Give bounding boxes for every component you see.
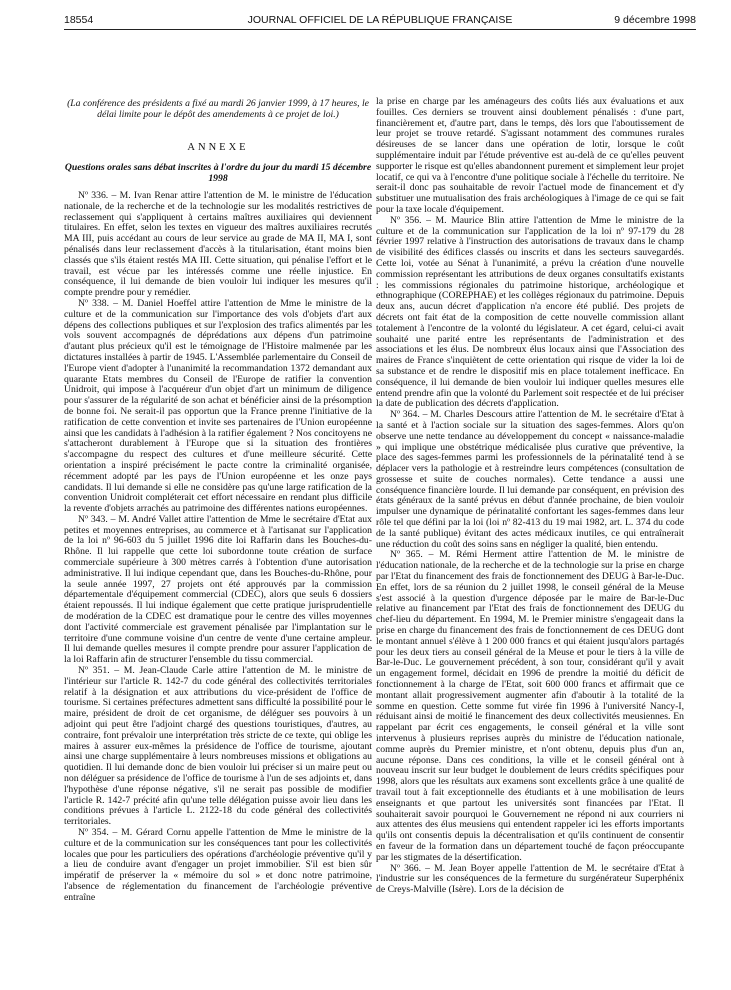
question-366: Nº 366. – M. Jean Boyer appelle l'attention de M. le secrétaire d'Etat à l'industrie sur les conséquences de la fermeture du surgénérateur Superphénix de Creys-Malville (Isère). Lors de la décision de bbox=[376, 862, 684, 896]
question-338: Nº 338. – M. Daniel Hoeffel attire l'attention de Mme le ministre de la culture et de la communication sur l'importance des vols d'objets d'art aux dépens des collections publiques et sur l'explosion des trafics alimentés par les vols souvent accompagnés de déprédations aux dépens d'un patrimoine d'autant plus précieux qu'il est le témoignage de l'Histoire malmenée par les dictatures installées à partir de 1945. L'Assemblée parlementaire du Conseil de l'Europe vient d'adopter à l'unanimité la recommandation 1372 demandant aux quarante Etats membres du Conseil de l'Europe de ratifier la convention Unidroit, qui impose à l'acquéreur d'un objet d'art un minimum de diligence pour s'assurer de la régularité de son achat et bénéficier ainsi de la présomption de bonne foi. Ne serait-il pas opportun que la France prenne l'initiative de la ratification de cette convention et invite ses partenaires de l'Union européenne ainsi que les candidats à l'adhésion à la ratifier également ? Nos concitoyens ne s'attacheront durablement à l'Europe que si la situation des frontières s'accompagne du respect des cultures et d'une meilleure sécurité. Cette orientation a inspiré précisément le pacte contre la criminalité organisée, récemment adopté par les pays de l'Union européenne et les onze pays candidats. Il lui demande si elle ne considère pas qu'une large ratification de la convention Unidroit compléterait cet effort nécessaire en rendant plus difficile la revente d'objets arrachés au patrimoine des différentes nations européennes. bbox=[64, 297, 372, 515]
section-subtitle: Questions orales sans débat inscrites à l'ordre du jour du mardi 15 décembre 1998 bbox=[64, 162, 372, 185]
question-354: Nº 354. – M. Gérard Cornu appelle l'attention de Mme le ministre de la culture et de la communication sur les conséquences tant pour les collectivités locales que pour les particuliers des opérations d'archéologie préventive qu'il y a lieu de conduire avant d'engager un projet immobilier. S'il est bien sûr impératif de préserver la « mémoire du sol » et donc notre patrimoine, l'absence de réglementation du financement de l'archéologie préventive entraîne bbox=[64, 827, 372, 903]
question-351: Nº 351. – M. Jean-Claude Carle attire l'attention de M. le ministre de l'intérieur sur l'article R. 142-7 du code général des collectivités territoriales relatif à la désignation et aux attributions du vice-président de l'office de tourisme. Si certaines préfectures admettent sans difficulté la possibilité pour le maire, président de droit de cet organisme, de déléguer ses pouvoirs à un adjoint qui peut être l'adjoint chargé des questions touristiques, d'autres, au contraire, font prévaloir une interprétation très stricte de ce texte, qui oblige les maires à assurer eux-mêmes la présidence de l'office de tourisme, ajoutant ainsi une charge supplémentaire à leurs nombreuses missions et obligations au quotidien. Il lui demande donc de bien vouloir lui préciser si un maire peut ou non déléguer sa présidence de l'office de tourisme à l'un de ses adjoints et, dans l'hypothèse d'une réponse négative, s'il ne serait pas possible de modifier l'article R. 142-7 précité afin qu'une telle délégation puisse avoir lieu dans les conditions prévues à l'article L. 2122-18 du code général des collectivités territoriales. bbox=[64, 665, 372, 828]
page-number: 18554 bbox=[64, 14, 94, 26]
intro-note: (La conférence des présidents a fixé au mardi 26 janvier 1999, à 17 heures, le délai limite pour le dépôt des amendements à ce projet de loi.) bbox=[67, 98, 369, 120]
left-column bbox=[64, 99, 372, 904]
question-365: Nº 365. – M. Rémi Herment attire l'attention de M. le ministre de l'éducation nationale, de la recherche et de la technologie sur la prise en charge par l'Etat du financement des frais de fonctionnement des DEUG à Bar-le-Duc. En effet, lors de sa réunion du 2 juillet 1998, le conseil général de la Meuse s'est associé à la question d'urgence déposée par le maire de Bar-le-Duc relative au financement par l'Etat des frais de fonctionnement des DEUG du chef-lieu du département. En 1994, M. le Premier ministre s'engageait dans la prise en charge du financement des frais de fonctionnement de ces DEUG dont le montant annuel s'élève à 1 200 000 francs et qui étaient jusqu'alors partagés pour les deux tiers au conseil général de la Meuse et pour le tiers à la ville de Bar-le-Duc. Le gouvernement précédent, à son tour, considérant qu'il y avait un engagement formel, décidait en 1996 de prendre la moitié du déficit de fonctionnement à la charge de l'Etat, soit 600 000 francs et affirmait que ce montant allait progressivement augmenter afin d'aboutir à la totalité de la somme en question. Cette somme fut virée fin 1996 à l'université Nancy-I, réduisant ainsi de moitié le financement des deux collectivités meusiennes. En rappelant par écrit ces engagements, le conseil général et la ville sont intervenus à plusieurs reprises auprès du ministre de l'éducation nationale, comme auprès du Premier ministre, et n'ont obtenu, depuis plus d'un an, aucune réponse. Dans ces conditions, la ville et le conseil général ont à nouveau inscrit sur leur budget le doublement de leurs crédits spécifiques pour 1998, alors que les résultats aux examens sont excellents grâce à une qualité de travail tout à fait exceptionnelle des étudiants et à une mobilisation de leurs enseignants et que partout les universités sont financées par l'Etat. Il souhaiterait savoir pourquoi le Gouvernement ne répond ni aux courriers ni aux attentes des élus meusiens qui entendent rappeler ici les efforts importants qu'ils ont consentis depuis la décentralisation et qu'ils continuent de consentir en faveur de la formation dans un département touché de façon préoccupante par les stigmates de la désertification. bbox=[376, 549, 684, 863]
question-343: Nº 343. – M. André Vallet attire l'attention de Mme le secrétaire d'Etat aux petites et moyennes entreprises, au commerce et à l'artisanat sur l'application de la loi nº 96-603 du 5 juillet 1996 dite loi Raffarin dans les Bouches-du-Rhône. Il lui rappelle que cette loi subordonne toute création de surface commerciale supérieure à 300 mètres carrés à l'obtention d'une autorisation administrative. Il lui indique cependant que, dans les Bouches-du-Rhône, pour la seule année 1997, 27 projets ont été approuvés par la commission départementale d'équipement commercial (CDEC), alors que seuls 6 dossiers étaient repoussés. Il lui indique également que cette pratique jurisprudentielle de modération de la CDEC est dramatique pour le centre des villes moyennes dont l'activité commerciale est gravement pénalisée par l'implantation sur le territoire d'une commune voisine d'un centre de vente d'une certaine ampleur. Il lui demande quelles mesures il compte prendre pour assurer l'application de la loi Raffarin afin de structurer l'ensemble du tissu commercial. bbox=[64, 513, 372, 666]
question-364: Nº 364. – M. Charles Descours attire l'attention de M. le secrétaire d'Etat à la santé et à l'action sociale sur la situation des sages-femmes. Alors qu'on observe une nette tendance au développement du concept « naissance-maladie » qui implique une obstétrique médicalisée plus curative que préventive, la place des sages-femmes parmi les professionnels de la périnatalité tend à se déplacer vers la pathologie et à restreindre leurs compétences (consultation de grossesse et suite de couches normales). Cette tendance a aussi une conséquence financière lourde. Il lui demande par conséquent, en prévision des états généraux de la santé prévus en début d'année prochaine, de bien vouloir impulser une dynamique de périnatalité confortant les sages-femmes dans leur rôle tel que défini par la loi (loi nº 82-413 du 19 mai 1982, art. L. 374 du code de la santé publique) évitant des actes médicaux inutiles, ce qui entraînerait une réduction du coût des soins sans en négliger la qualité, bien entendu. bbox=[376, 409, 684, 550]
journal-title: JOURNAL OFFICIEL DE LA RÉPUBLIQUE FRANÇAISE bbox=[247, 14, 513, 26]
question-354-continued: la prise en charge par les aménageurs des coûts liés aux évaluations et aux fouilles. Ces derniers se trouvent ainsi doublement pénalisés : d'une part, financièrement et, d'autre part, dans le temps, dès lors que l'aboutissement de leur projet se trouve retardé. S'agissant notamment des communes rurales désireuses de se lancer dans une opération de lotir, lorsque le coût supplémentaire induit par l'étude préventive est au-delà de ce qu'elles peuvent supporter le risque est qu'elles abandonnent purement et simplement leur projet locatif, ce qui va à l'encontre d'une politique sociale à l'échelle du territoire. Ne serait-il donc pas souhaitable de revoir l'actuel mode de financement et d'y substituer une mutualisation des frais archéologiques à l'image de ce qui se fait pour la taxe locale d'équipement. bbox=[376, 96, 684, 215]
question-356: Nº 356. – M. Maurice Blin attire l'attention de Mme le ministre de la culture et de la communication sur l'application de la loi nº 97-179 du 28 février 1997 relative à l'instruction des autorisations de travaux dans le champ de visibilité des édifices classés ou inscrits et dans les secteurs sauvegardés. Cette loi, votée au Sénat à l'unanimité, a prévu la création d'une nouvelle commission représentant les attributions de deux organes consultatifs existants : les commissions régionales du patrimoine historique, archéologique et ethnographique (COREPHAE) et les collèges régionaux du patrimoine. Depuis deux ans, aucun décret d'application n'a encore été publié. Des projets de décrets ont fait état de la composition de cette nouvelle commission allant totalement à l'encontre de la volonté du législateur. A cet égard, celui-ci avait souhaité une parité entre les représentants de l'administration et des associations et les élus. De nombreux élus locaux ainsi que l'Association des maires de France s'inquiètent de cette orientation qui risque de vider la loi de sa substance et de rendre le dispositif mis en place totalement inefficace. En conséquence, il lui demande de bien vouloir lui indiquer quelles mesures elle entend prendre afin que la volonté du Parlement soit respectée et de lui préciser la date de publication des décrets d'application. bbox=[376, 214, 684, 410]
right-column bbox=[376, 97, 684, 896]
header-rule bbox=[64, 29, 696, 30]
question-336: Nº 336. – M. Ivan Renar attire l'attention de M. le ministre de l'éducation nationale, de la recherche et de la technologie sur les modalités restrictives de reclassement qui s'appliquent à certains maîtres auxiliaires qui deviennent titulaires. En effet, selon les textes en vigueur des maîtres auxiliaires recrutés MA III, puis accédant au cours de leur service au grade de MA II, MA I, sont pénalisés dans leur reclassement d'accès à la titularisation, étant moins bien classés que s'ils étaient restés MA III. Cette situation, qui pénalise l'effort et le travail, est vécue par les intéressés comme une réelle injustice. En conséquence, il lui demande de bien vouloir lui indiquer les mesures qu'il compte prendre pour y remédier. bbox=[64, 189, 372, 299]
annexe-title: ANNEXE bbox=[187, 141, 249, 153]
issue-date: 9 décembre 1998 bbox=[614, 14, 696, 26]
